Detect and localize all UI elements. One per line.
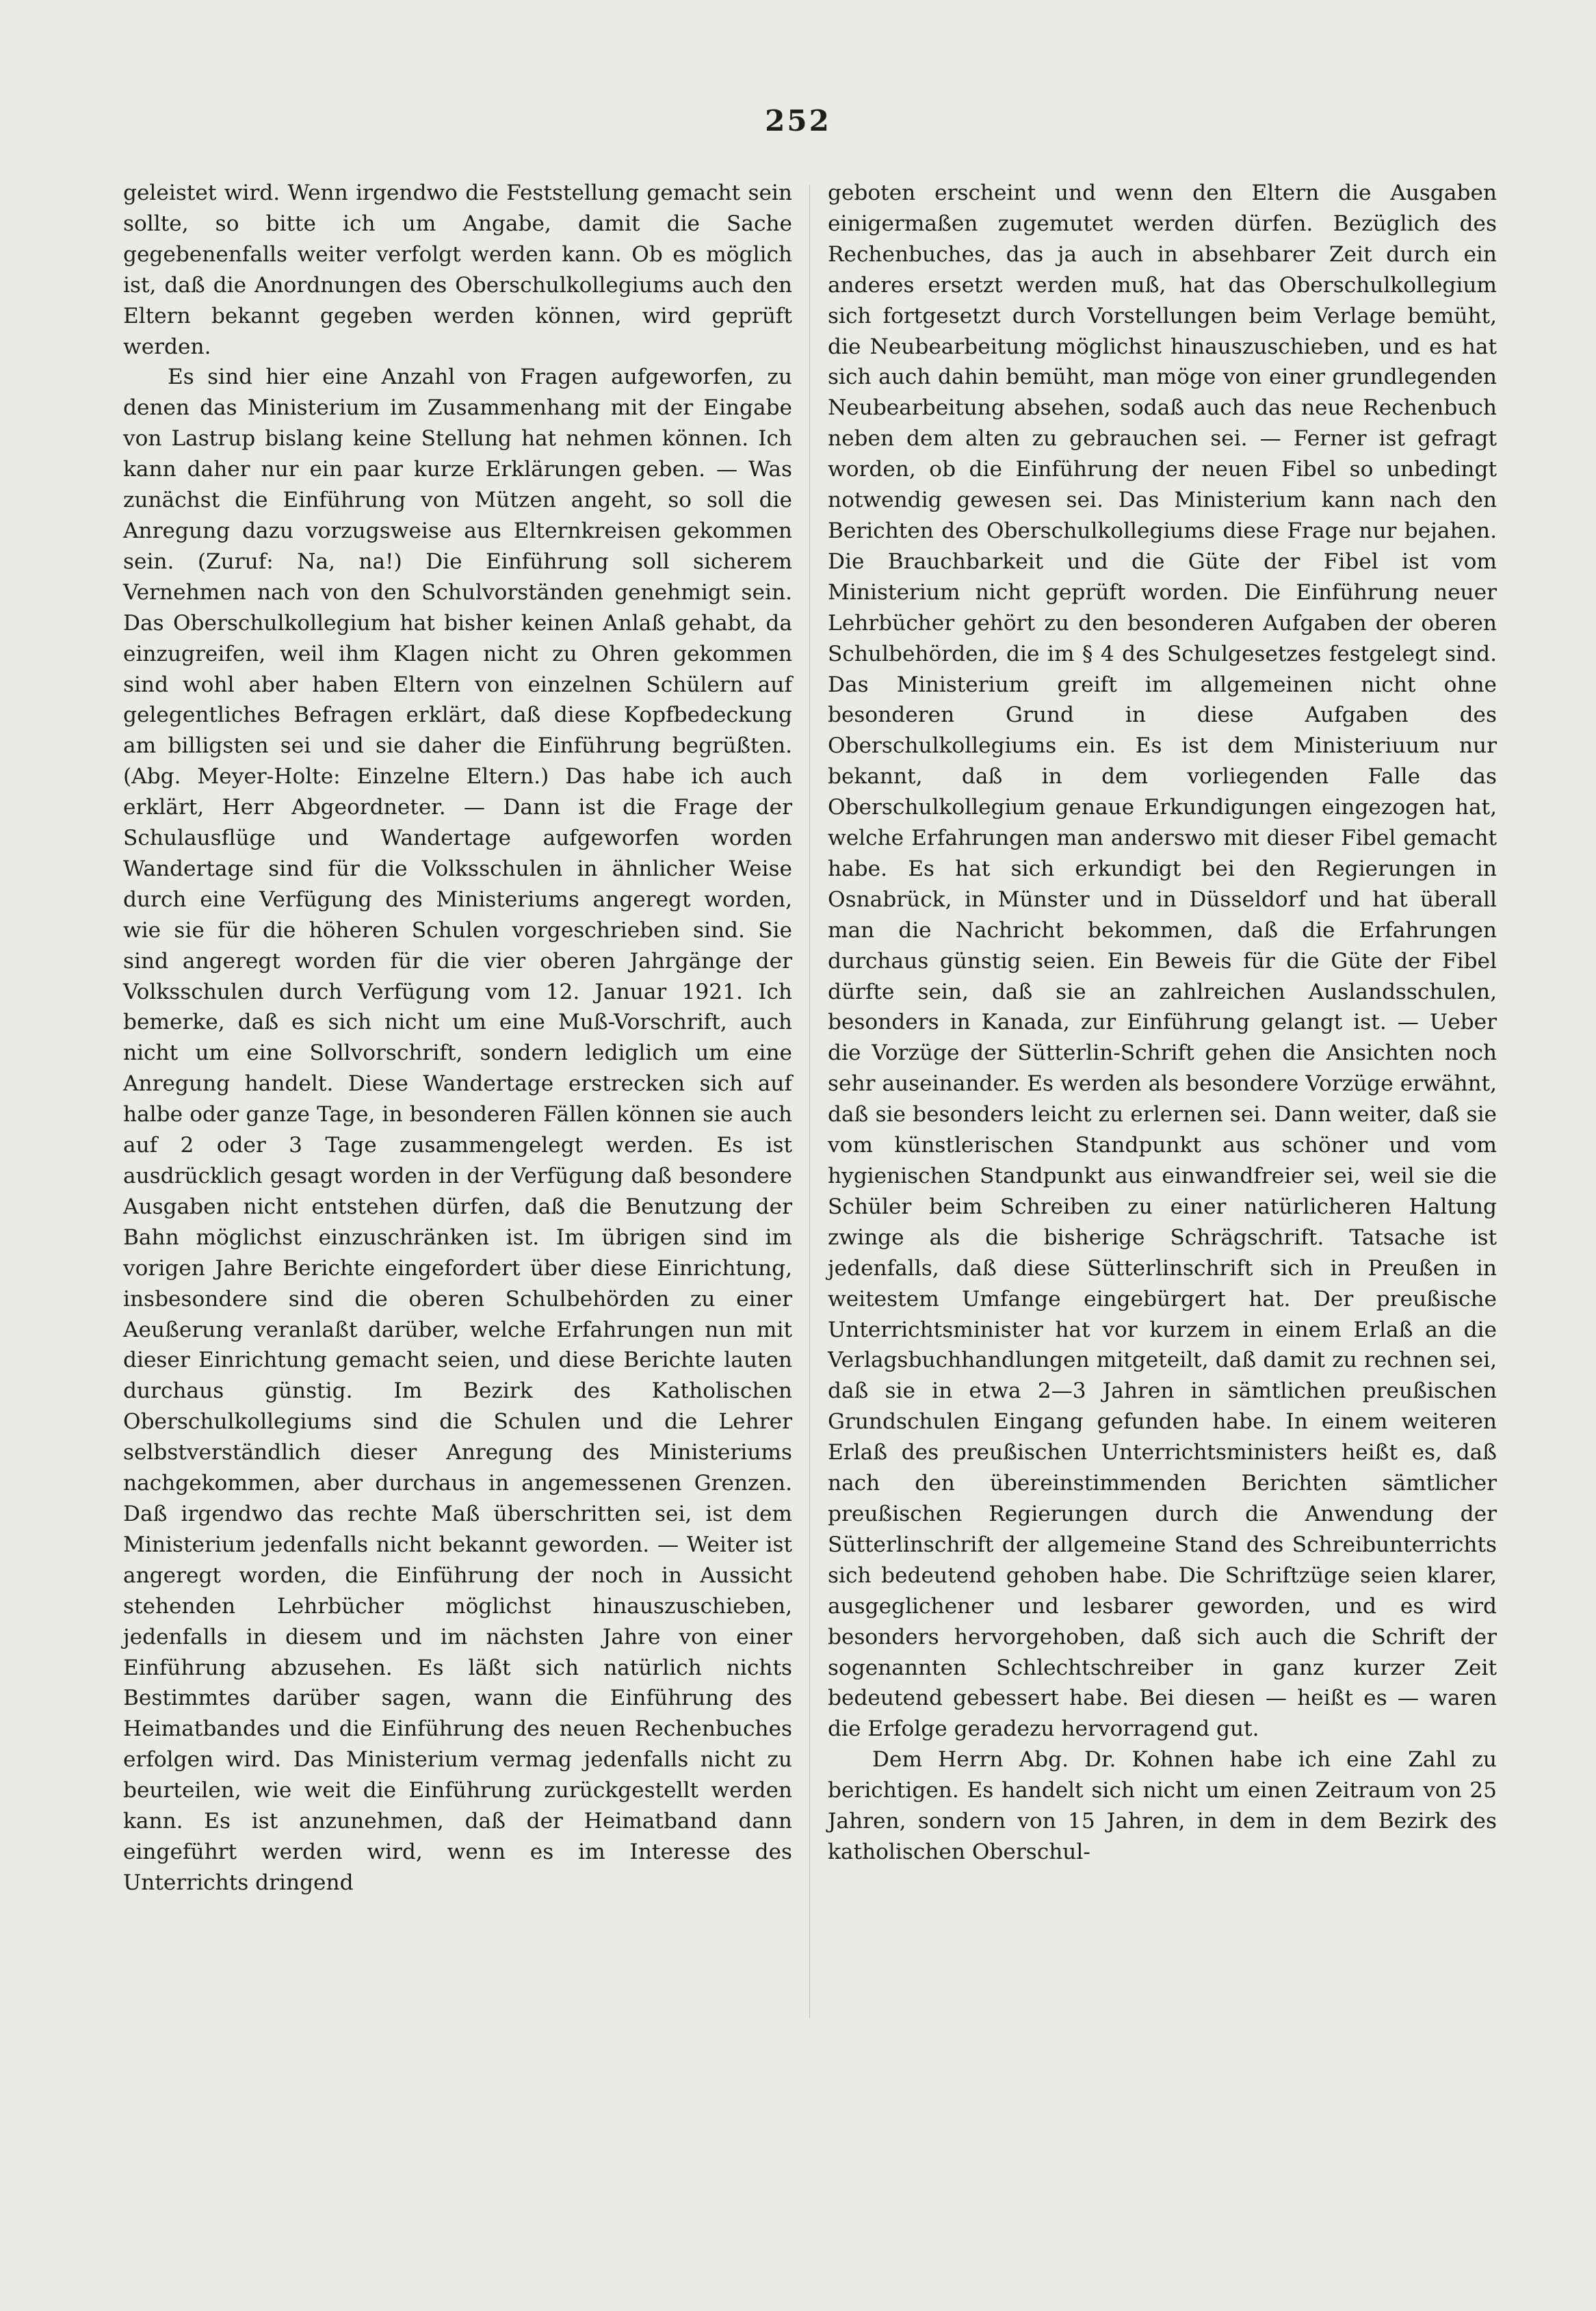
page-number: 252 <box>765 104 831 138</box>
column-divider <box>809 185 810 2018</box>
right-paragraph-2: Dem Herrn Abg. Dr. Kohnen habe ich eine Zahl zu berichtigen. Es handelt sich nicht um einen Zeitraum von 25 Jahren, sondern von 15 Jahren, in dem in dem Bezirk des katholischen Oberschul- <box>828 1747 1497 1864</box>
right-paragraph-1: geboten erscheint und wenn den Eltern die Ausgaben einigermaßen zugemutet werden dürfen. Bezüglich des Rechenbuches, das ja auch in absehbarer Zeit durch ein anderes ersetzt werden muß, hat das Oberschulkollegium sich fortgesetzt durch Vorstellungen beim Verlage bemüht, die Neubearbeitung möglichst hinauszuschieben, und es hat sich auch dahin bemüht, man möge von einer grundlegenden Neubearbeitung absehen, sodaß auch das neue Rechenbuch neben dem alten zu gebrauchen sei. — Ferner ist gefragt worden, ob die Einführung der neuen Fibel so unbedingt notwendig gewesen sei. Das Ministerium kann nach den Berichten des Oberschulkollegiums diese Frage nur bejahen. Die Brauchbarkeit und die Güte der Fibel ist vom Ministerium nicht geprüft worden. Die Einführung neuer Lehrbücher gehört zu den besonderen Aufgaben der oberen Schulbehörden, die im § 4 des Schulgesetzes festgelegt sind. Das Ministerium greift im allgemeinen nicht ohne besonderen Grund in diese Aufgaben des Oberschulkollegiums ein. Es ist dem Ministeriuum nur bekannt, daß in dem vorliegenden Falle das Oberschulkollegium genaue Erkundigungen eingezogen hat, welche Erfahrungen man anderswo mit dieser Fibel gemacht habe. Es hat sich erkundigt bei den Regierungen in Osnabrück, in Münster und in Düsseldorf und hat überall man die Nachricht bekommen, daß die Erfahrungen durchaus günstig seien. Ein Beweis für die Güte der Fibel dürfte sein, daß sie an zahlreichen Auslandsschulen, besonders in Kanada, zur Einführung gelangt ist. — Ueber die Vorzüge der Sütterlin-Schrift gehen die Ansichten noch sehr auseinander. Es werden als besondere Vorzüge erwähnt, daß sie besonders leicht zu erlernen sei. Dann weiter, daß sie vom künstlerischen Standpunkt aus schöner und vom hygienischen Standpunkt aus einwandfreier sei, weil sie die Schüler beim Schreiben zu einer natürlicheren Haltung zwinge als die bisherige Schrägschrift. Tatsache ist jedenfalls, daß diese Sütterlinschrift sich in Preußen in weitestem Umfange eingebürgert hat. Der preußische Unterrichtsminister hat vor kurzem in einem Erlaß an die Verlagsbuchhandlungen mitgeteilt, daß damit zu rechnen sei, daß sie in etwa 2—3 Jahren in sämtlichen preußischen Grundschulen Eingang gefunden habe. In einem weiteren Erlaß des preußischen Unterrichtsministers heißt es, daß nach den übereinstimmenden Berichten sämtlicher preußischen Regierungen durch die Anwendung der Sütterlinschrift der allgemeine Stand des Schreibunterrichts sich bedeutend gehoben habe. Die Schriftzüge seien klarer, ausgeglichener und lesbarer geworden, und es wird besonders hervorgehoben, daß sich auch die Schrift der sogenannten Schlechtschreiber in ganz kurzer Zeit bedeutend gebessert habe. Bei diesen — heißt es — waren die Erfolge geradezu hervorragend gut. <box>828 181 1497 1742</box>
right-column <box>828 178 1497 1868</box>
left-paragraph-1: geleistet wird. Wenn irgendwo die Feststellung gemacht sein sollte, so bitte ich um Angabe, damit die Sache gegebenenfalls weiter verfolgt werden kann. Ob es möglich ist, daß die Anordnungen des Oberschulkollegiums auch den Eltern bekannt gegeben werden können, wird geprüft werden. <box>123 181 792 359</box>
left-paragraph-2: Es sind hier eine Anzahl von Fragen aufgeworfen, zu denen das Ministerium im Zusammenhang mit der Eingabe von Lastrup bislang keine Stellung hat nehmen können. Ich kann daher nur ein paar kurze Erklärungen geben. — Was zunächst die Einführung von Mützen angeht, so soll die Anregung dazu vorzugsweise aus Elternkreisen gekommen sein. (Zuruf: Na, na!) Die Einführung soll sicherem Vernehmen nach von den Schulvorständen genehmigt sein. Das Oberschulkollegium hat bisher keinen Anlaß gehabt, da einzugreifen, weil ihm Klagen nicht zu Ohren gekommen sind wohl aber haben Eltern von einzelnen Schülern auf gelegentliches Befragen erklärt, daß diese Kopfbedeckung am billigsten sei und sie daher die Einführung begrüßten. (Abg. Meyer-Holte: Einzelne Eltern.) Das habe ich auch erklärt, Herr Abgeordneter. — Dann ist die Frage der Schulausflüge und Wandertage aufgeworfen worden Wandertage sind für die Volksschulen in ähnlicher Weise durch eine Verfügung des Ministeriums angeregt worden, wie sie für die höheren Schulen vorgeschrieben sind. Sie sind angeregt worden für die vier oberen Jahrgänge der Volksschulen durch Verfügung vom 12. Januar 1921. Ich bemerke, daß es sich nicht um eine Muß-Vorschrift, auch nicht um eine Sollvorschrift, sondern lediglich um eine Anregung handelt. Diese Wandertage erstrecken sich auf halbe oder ganze Tage, in besonderen Fällen können sie auch auf 2 oder 3 Tage zusammengelegt werden. Es ist ausdrücklich gesagt worden in der Verfügung daß besondere Ausgaben nicht entstehen dürfen, daß die Benutzung der Bahn möglichst einzuschränken ist. Im übrigen sind im vorigen Jahre Berichte eingefordert über diese Einrichtung, insbesondere sind die oberen Schulbehörden zu einer Aeußerung veranlaßt darüber, welche Erfahrungen nun mit dieser Einrichtung gemacht seien, und diese Berichte lauten durchaus günstig. Im Bezirk des Katholischen Oberschulkollegiums sind die Schulen und die Lehrer selbstverständlich dieser Anregung des Ministeriums nachgekommen, aber durchaus in angemessenen Grenzen. Daß irgendwo das rechte Maß überschritten sei, ist dem Ministerium jedenfalls nicht bekannt geworden. — Weiter ist angeregt worden, die Einführung der noch in Aussicht stehenden Lehrbücher möglichst hinauszuschieben, jedenfalls in diesem und im nächsten Jahre von einer Einführung abzusehen. Es läßt sich natürlich nichts Bestimmtes darüber sagen, wann die Einführung des Heimatbandes und die Einführung des neuen Rechenbuches erfolgen wird. Das Ministerium vermag jedenfalls nicht zu beurteilen, wie weit die Einführung zurückgestellt werden kann. Es ist anzunehmen, daß der Heimatband dann eingeführt werden wird, wenn es im Interesse des Unterrichts dringend <box>123 365 792 1895</box>
left-column <box>123 178 792 1898</box>
